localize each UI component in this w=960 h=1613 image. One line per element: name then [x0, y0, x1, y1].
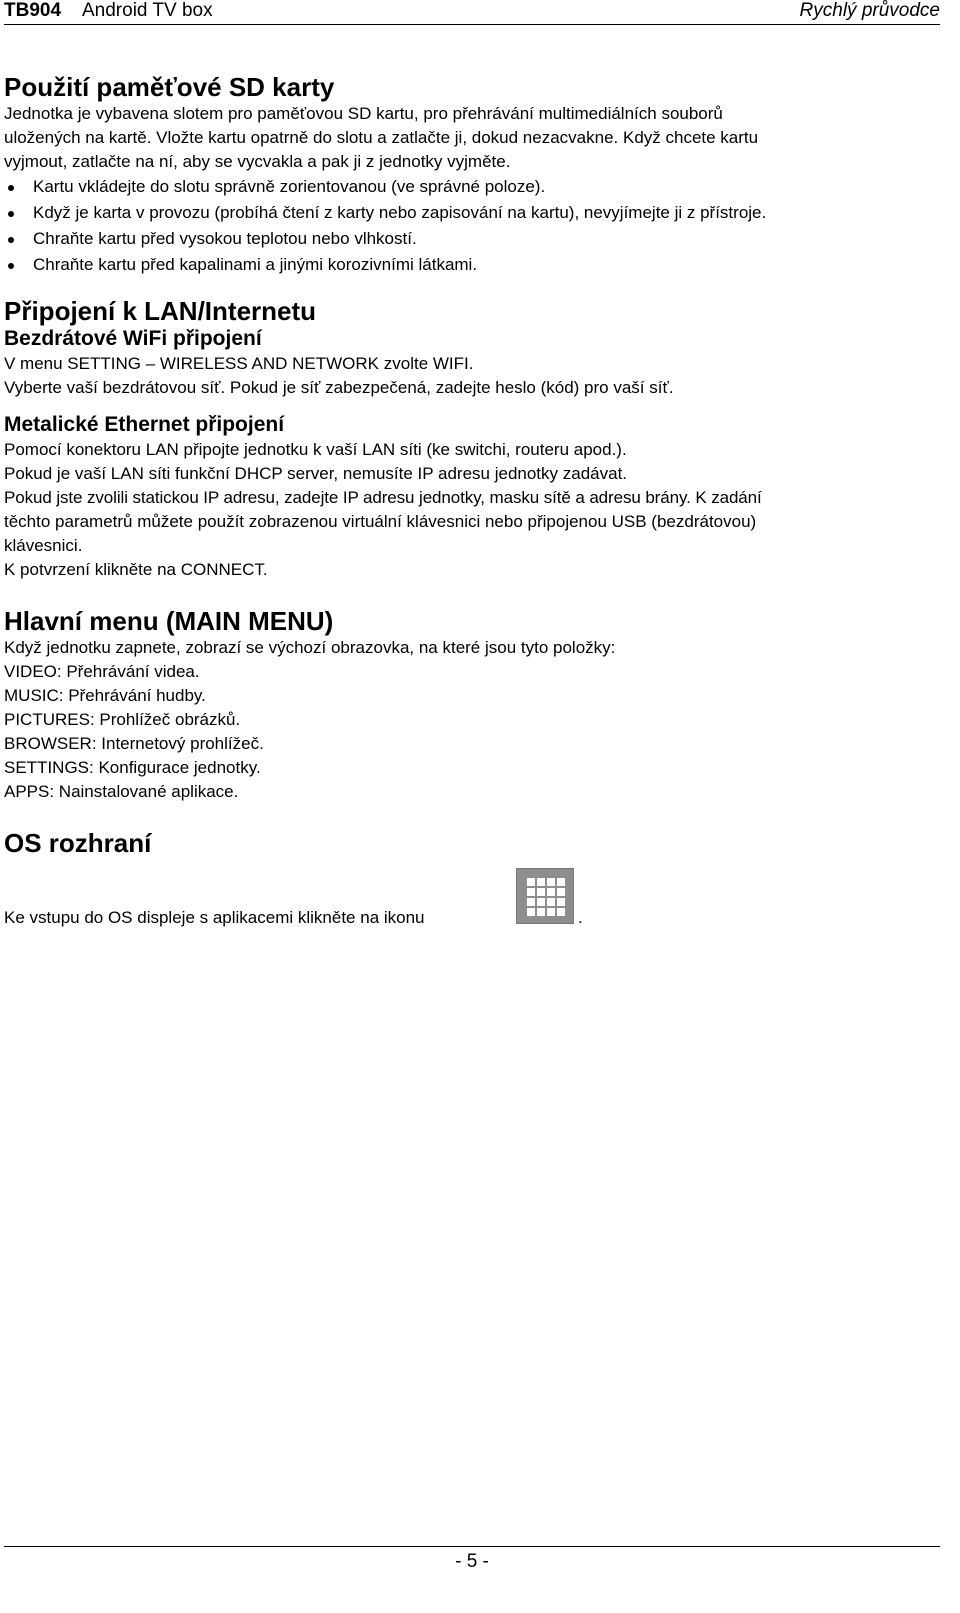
page-header [4, 0, 940, 25]
wifi-line: V menu SETTING – WIRELESS AND NETWORK zvolte WIFI. [4, 354, 474, 373]
bullet-icon [8, 185, 14, 191]
section-lan [4, 296, 934, 582]
bullet-icon [8, 211, 14, 217]
document-body [4, 72, 934, 928]
list-item: Když je karta v provozu (probíhá čtení z karty nebo zapisování na kartu), nevyjímejte ji z přístroje. [4, 200, 934, 226]
section-title-sd: Použití paměťové SD karty [4, 72, 335, 102]
apps-grid-icon [516, 868, 574, 924]
section-title-lan: Připojení k LAN/Internetu [4, 296, 317, 326]
main-menu-line: MUSIC: Přehrávání hudby. [4, 686, 206, 705]
sd-paragraph-line: Jednotka je vybavena slotem pro paměťovou SD kartu, pro přehrávání multimediálních souborů [4, 104, 723, 123]
ethernet-line: Pomocí konektoru LAN připojte jednotku k vaší LAN síti (ke switchi, routeru apod.). [4, 440, 627, 459]
os-instruction-text: Ke vstupu do OS displeje s aplikacemi klikněte na ikonu [4, 908, 425, 927]
bullet-icon [8, 263, 14, 269]
header-product: Android TV box [82, 0, 213, 21]
section-main-menu [4, 606, 934, 804]
list-item: Kartu vkládejte do slotu správně zorientovanou (ve správné poloze). [4, 174, 934, 200]
header-model: TB904 [4, 0, 62, 21]
bullet-icon [8, 237, 14, 243]
subsection-title-wifi: Bezdrátové WiFi připojení [4, 327, 262, 350]
header-guide-title: Rychlý průvodce [799, 0, 940, 21]
ethernet-line: Pokud je vaší LAN síti funkční DHCP server, nemusíte IP adresu jednotky zadávat. [4, 464, 628, 483]
list-item: Chraňte kartu před kapalinami a jinými korozivními látkami. [4, 252, 934, 278]
ethernet-line: klávesnici. [4, 536, 83, 555]
section-title-main-menu: Hlavní menu (MAIN MENU) [4, 606, 334, 636]
spacer [4, 278, 934, 296]
page-footer [4, 1546, 940, 1587]
ethernet-line: těchto parametrů můžete použít zobrazenou virtuální klávesnici nebo připojenou USB (bezdrátovou) [4, 512, 757, 531]
subsection-title-ethernet: Metalické Ethernet připojení [4, 413, 285, 436]
section-title-os: OS rozhraní [4, 828, 152, 858]
section-sd-card [4, 72, 934, 278]
ethernet-line: K potvrzení klikněte na CONNECT. [4, 560, 268, 579]
apps-grid [527, 878, 565, 916]
wifi-line: Vyberte vaší bezdrátovou síť. Pokud je síť zabezpečená, zadejte heslo (kód) pro vaší síť. [4, 378, 674, 397]
ethernet-line: Pokud jste zvolili statickou IP adresu, zadejte IP adresu jednotky, masku sítě a adresu brány. K zadání [4, 488, 762, 507]
page-number: - 5 - [455, 1551, 489, 1572]
spacer [4, 804, 934, 828]
main-menu-line: Když jednotku zapnete, zobrazí se výchozí obrazovka, na které jsou tyto položky: [4, 638, 616, 657]
sd-paragraph-line: vyjmout, zatlačte na ní, aby se vycvakla a pak ji z jednotky vyjměte. [4, 152, 511, 171]
main-menu-line: APPS: Nainstalované aplikace. [4, 782, 239, 801]
sd-paragraph-line: uložených na kartě. Vložte kartu opatrně do slotu a zatlačte ji, dokud nezacvakne. Když chcete kartu [4, 128, 759, 147]
spacer [4, 400, 934, 412]
sd-bullet-list [4, 174, 934, 278]
list-item: Chraňte kartu před vysokou teplotou nebo vlhkostí. [4, 226, 934, 252]
spacer [4, 582, 934, 606]
main-menu-line: PICTURES: Prohlížeč obrázků. [4, 710, 241, 729]
main-menu-line: SETTINGS: Konfigurace jednotky. [4, 758, 261, 777]
section-os [4, 828, 934, 928]
os-instruction-period: . [578, 908, 583, 927]
os-instruction-row [4, 868, 934, 928]
main-menu-line: BROWSER: Internetový prohlížeč. [4, 734, 264, 753]
main-menu-line: VIDEO: Přehrávání videa. [4, 662, 200, 681]
